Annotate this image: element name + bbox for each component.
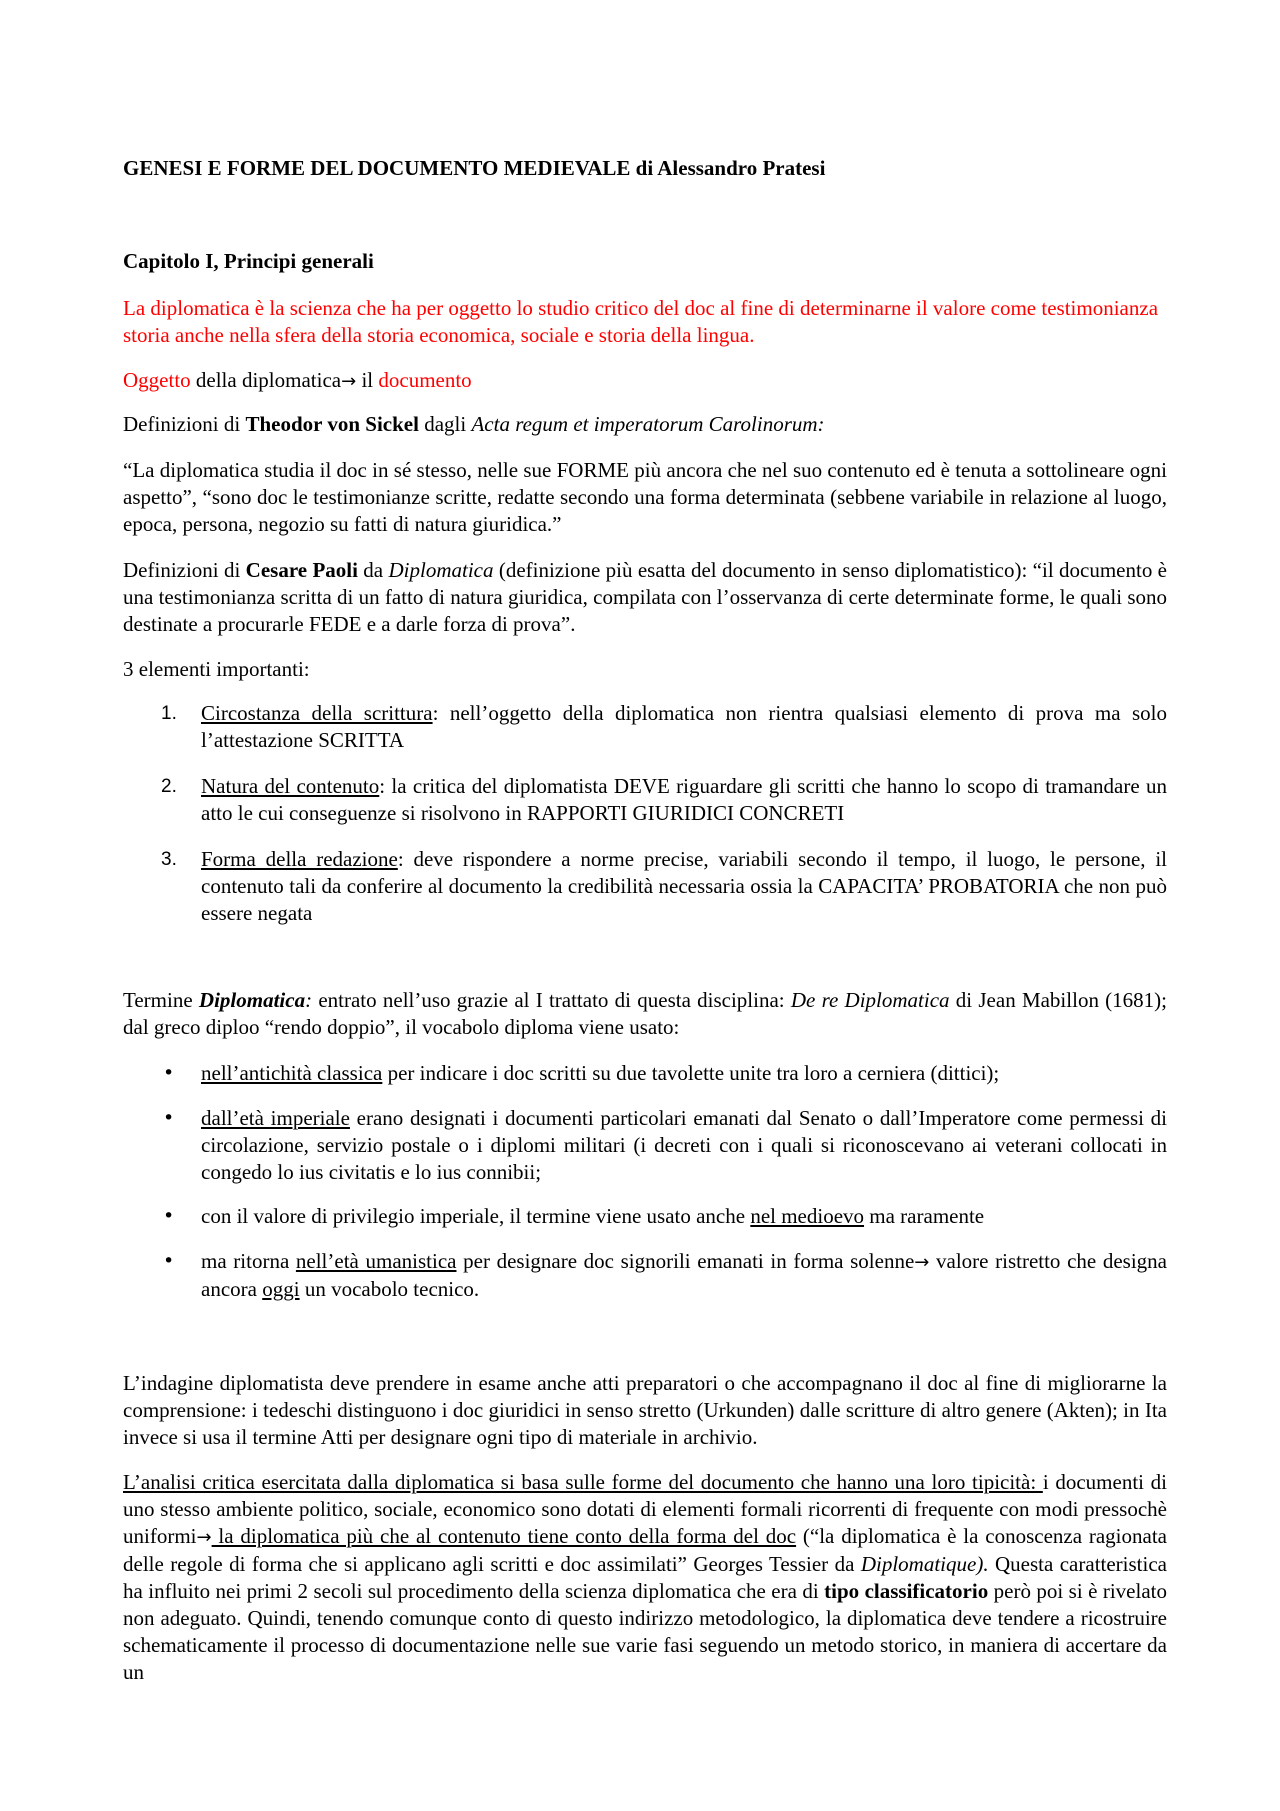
sickel-work: Acta regum et imperatorum Carolinorum: [471,412,825,436]
bullet-icon: • [163,1062,175,1084]
list-item [123,1248,1167,1303]
paoli-work: Diplomatica [388,558,494,582]
list-number: 2. [161,776,177,797]
analisi-work: Diplomatique). [860,1552,989,1576]
oggetto-line [123,367,472,395]
list-item [123,700,1167,754]
bullet-pre: ma ritorna [201,1249,296,1273]
bullet-term: dall’età imperiale [201,1106,350,1130]
sickel-name: Theodor von Sickel [245,412,419,436]
intro-paragraph: La diplomatica è la scienza che ha per oggetto lo studio critico del doc al fine di determinarne il valore come testimonianza storia anche nella sfera della storia economica, sociale e storia della lingua. [123,296,1159,347]
bullet-post: un vocabolo tecnico. [299,1277,480,1301]
chapter-heading: Capitolo I, Principi generali [123,249,374,273]
bullet-term: nel medioevo [750,1204,865,1228]
bullet-mid: per designare doc signorili emanati in forma solenne [456,1249,915,1273]
element-text: : nell’oggetto della diplomatica non rientra qualsiasi elemento di prova ma solo l’attestazione SCRITTA [201,701,1167,752]
analisi-t4: però poi si è rivelato non adeguato. Quindi, tenendo comunque conto di questo indirizzo metodologico, la diplomatica deve tendere a ricostruire schematicamente il processo di documentazione nelle sue varie fasi seguendo un metodo storico, in maniera di accertare da un [123,1579,1167,1684]
bullet-icon: • [163,1205,175,1227]
paoli-rest: (definizione più esatta del documento in senso diplomatistico): “il documento è una testimonianza scritta di un fatto di natura giuridica, compilata con l’osservanza di certe determinate forme, le quali sono destinate a procurarle FEDE e a darle forza di prova”. [123,558,1167,636]
arrow-icon: → [196,1527,212,1548]
elements-intro: 3 elementi importanti: [123,657,310,681]
bullet-text: per indicare i doc scritti su due tavolette unite tra loro a cerniera (dittici); [382,1061,1000,1085]
bullet-icon: • [163,1107,175,1129]
element-term: Circostanza della scrittura [201,701,433,725]
analisi-paragraph [123,1469,1167,1686]
document-title: GENESI E FORME DEL DOCUMENTO MEDIEVALE di Alessandro Pratesi [123,156,826,180]
termine-rest: di Jean Mabillon (1681); dal greco diploo “rendo doppio”, il vocabolo diploma viene usato: [123,988,1168,1039]
element-term: Forma della redazione [201,847,398,871]
termine-pre: Termine [123,988,199,1012]
analisi-u2: la diplomatica più che al contenuto tiene conto della forma del doc [211,1524,797,1548]
list-number: 1. [161,703,177,724]
sickel-line [123,411,825,438]
analisi-u1: L’analisi critica esercitata dalla diplomatica si basa sulle forme del documento che hanno una loro tipicità: [123,1470,1043,1494]
list-item [123,846,1167,927]
paoli-paragraph [123,557,1167,638]
sickel-pre: Definizioni di [123,412,246,436]
arrow-icon: → [914,1252,930,1273]
analisi-t2: (“la diplomatica è la conoscenza ragionata delle regole di forma che si applicano agli scritti e doc assimilati” Georges Tessier da [123,1524,1167,1576]
bullet-term: nell’antichità classica [201,1061,383,1085]
analisi-t3: Questa caratteristica ha influito nei primi 2 secoli sul procedimento della scienza diplomatica che era di [123,1552,1167,1603]
list-item [123,1105,1167,1186]
termine-mid: entrato nell’uso grazie al I trattato di questa disciplina: [312,988,791,1012]
bullet-text: erano designati i documenti particolari emanati dal Senato o dall’Imperatore come permessi di circolazione, servizio postale o i diplomi militari (i decreti con i quali si riconoscevano ai veterani collocati in congedo lo ius civitatis e lo ius connibii; [201,1106,1167,1184]
oggetto-mid: della diplomatica [190,368,342,392]
termine-colon: : [305,988,313,1012]
oggetto-il: il [356,368,379,392]
list-item [123,773,1167,827]
indagine-paragraph: L’indagine diplomatista deve prendere in esame anche atti preparatori o che accompagnano il doc al fine di migliorarne la comprensione: i tedeschi distinguono i doc giuridici in senso stretto (Urkunden) dalle scritture di altro genere (Akten); in Ita invece si usa il termine Atti per designare ogni tipo di materiale in archivio. [123,1371,1167,1449]
sickel-mid: dagli [418,412,472,436]
list-number: 3. [161,849,177,870]
arrow-icon: → [341,371,357,392]
bullet-pre: con il valore di privilegio imperiale, il termine viene usato anche [201,1204,751,1228]
bullet-term-oggi: oggi [262,1277,300,1301]
element-text: : la critica del diplomatista DEVE riguardare gli scritti che hanno lo scopo di tramandare un atto le cui conseguenze si risolvono in RAPPORTI GIURIDICI CONCRETI [201,774,1167,825]
bullet-term: nell’età umanistica [295,1249,457,1273]
paoli-mid: da [357,558,389,582]
paoli-pre: Definizioni di [123,558,246,582]
termine-work: De re Diplomatica [790,988,950,1012]
element-text: : deve rispondere a norme precise, variabili secondo il tempo, il luogo, le persone, il contenuto tali da conferire al documento la credibilità necessaria ossia la CAPACITA’ PROBATORIA che non può essere negata [201,847,1167,925]
sickel-quote: “La diplomatica studia il doc in sé stesso, nelle sue FORME più ancora che nel suo contenuto ed è tenuta a sottolineare ogni aspetto”, “sono doc le testimonianze scritte, redatte secondo una forma determinata (sebbene variabile in relazione al luogo, epoca, persona, negozio su fatti di natura giuridica.” [123,458,1167,536]
paoli-name: Cesare Paoli [245,558,358,582]
bullet-mid2: valore ristretto che designa ancora [201,1249,1167,1301]
analisi-t1: i documenti di uno stesso ambiente politico, sociale, economico sono dotati di elementi formali ricorrenti di frequente con modi pressochè uniformi [123,1470,1167,1548]
list-item [123,1203,1167,1230]
oggetto-documento: documento [378,368,472,392]
analisi-bold: tipo classificatorio [824,1579,989,1603]
bullet-icon: • [163,1250,175,1272]
bullet-post: ma raramente [864,1204,985,1228]
list-item [123,1060,1167,1087]
termine-word: Diplomatica [198,988,306,1012]
oggetto-word: Oggetto [123,368,191,392]
termine-paragraph [123,987,1167,1041]
element-term: Natura del contenuto [201,774,380,798]
